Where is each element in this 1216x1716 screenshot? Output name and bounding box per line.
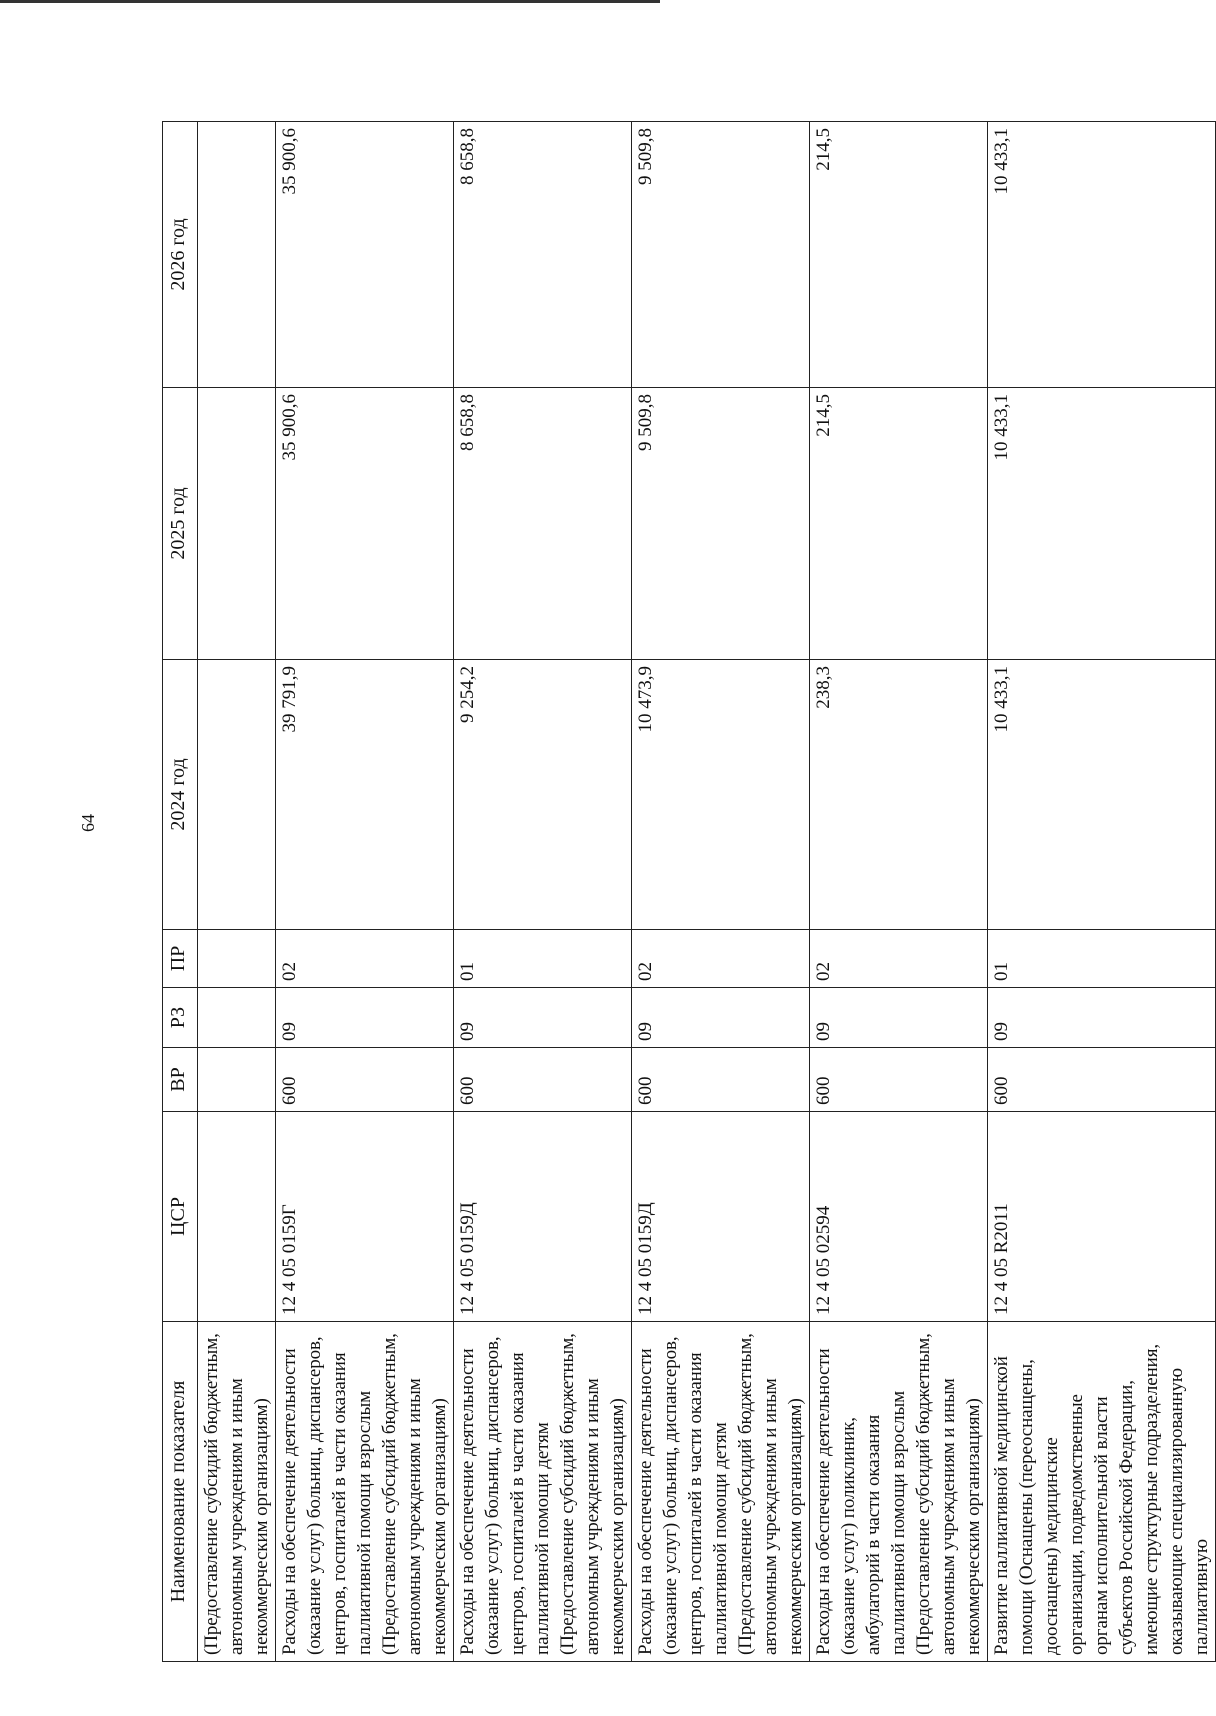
row-vr: 600 — [632, 1048, 810, 1112]
row-2025: 9 509,8 — [632, 388, 810, 660]
row-2025: 10 433,1 — [988, 388, 1216, 660]
row-csr: 12 4 05 0159Д — [632, 1112, 810, 1322]
row-2026: 214,5 — [810, 122, 988, 388]
row-vr: 600 — [988, 1048, 1216, 1112]
row-csr: 12 4 05 0159Г — [276, 1112, 454, 1322]
rotated-table-container — [162, 122, 1212, 1662]
table-row — [988, 122, 1216, 1662]
row-pr — [198, 930, 276, 988]
top-edge-line — [0, 0, 660, 3]
row-pr: 02 — [632, 930, 810, 988]
header-2026: 2026 год — [163, 122, 198, 388]
row-rz: 09 — [810, 988, 988, 1048]
row-pr: 01 — [454, 930, 632, 988]
row-2024: 10 433,1 — [988, 660, 1216, 930]
row-vr: 600 — [454, 1048, 632, 1112]
row-2024: 10 473,9 — [632, 660, 810, 930]
row-2025: 8 658,8 — [454, 388, 632, 660]
row-2024 — [198, 660, 276, 930]
row-name: Расходы на обеспечение деятельности (оказание услуг) больниц, диспансеров, центров, госпиталей в части оказания паллиативной помощи детям (Предоставление субсидий бюджетным, автономным учреждениям и иным некоммерческим организациям) — [454, 1322, 632, 1662]
table-row — [276, 122, 454, 1662]
row-2024: 238,3 — [810, 660, 988, 930]
row-rz: 09 — [454, 988, 632, 1048]
row-rz: 09 — [988, 988, 1216, 1048]
row-2026: 10 433,1 — [988, 122, 1216, 388]
row-2025: 214,5 — [810, 388, 988, 660]
row-2026: 35 900,6 — [276, 122, 454, 388]
row-name: (Предоставление субсидий бюджетным, автономным учреждениям и иным некоммерческим организациям) — [198, 1322, 276, 1662]
row-csr: 12 4 05 R2011 — [988, 1112, 1216, 1322]
header-vr: ВР — [163, 1048, 198, 1112]
row-rz: 09 — [276, 988, 454, 1048]
header-pr: ПР — [163, 930, 198, 988]
row-rz: 09 — [632, 988, 810, 1048]
row-2026: 9 509,8 — [632, 122, 810, 388]
table-header-row — [163, 122, 198, 1662]
header-name: Наименование показателя — [163, 1322, 198, 1662]
row-2026: 8 658,8 — [454, 122, 632, 388]
row-name: Развитие паллиативной медицинской помощи (Оснащены (переоснащены, дооснащены) медицинские организации, подведомственные органам исполнительной власти субъектов Российской Федерации, имеющие структурные подразделения, оказывающие специализированную паллиативную — [988, 1322, 1216, 1662]
table-row — [810, 122, 988, 1662]
table-row — [454, 122, 632, 1662]
row-name: Расходы на обеспечение деятельности (оказание услуг) поликлиник, амбулаторий в части оказания паллиативной помощи взрослым (Предоставление субсидий бюджетным, автономным учреждениям и иным некоммерческим организациям) — [810, 1322, 988, 1662]
table-row — [632, 122, 810, 1662]
row-2025 — [198, 388, 276, 660]
row-2024: 9 254,2 — [454, 660, 632, 930]
row-name: Расходы на обеспечение деятельности (оказание услуг) больниц, диспансеров, центров, госпиталей в части оказания паллиативной помощи детям (Предоставление субсидий бюджетным, автономным учреждениям и иным некоммерческим организациям) — [632, 1322, 810, 1662]
row-vr — [198, 1048, 276, 1112]
row-2026 — [198, 122, 276, 388]
row-pr: 01 — [988, 930, 1216, 988]
row-vr: 600 — [810, 1048, 988, 1112]
header-2024: 2024 год — [163, 660, 198, 930]
header-rz: РЗ — [163, 988, 198, 1048]
row-name: Расходы на обеспечение деятельности (оказание услуг) больниц, диспансеров, центров, госпиталей в части оказания паллиативной помощи взрослым (Предоставление субсидий бюджетным, автономным учреждениям и иным некоммерческим организациям) — [276, 1322, 454, 1662]
header-csr: ЦСР — [163, 1112, 198, 1322]
row-pr: 02 — [276, 930, 454, 988]
budget-table — [162, 121, 1216, 1662]
row-csr: 12 4 05 0159Д — [454, 1112, 632, 1322]
header-2025: 2025 год — [163, 388, 198, 660]
row-pr: 02 — [810, 930, 988, 988]
row-csr — [198, 1112, 276, 1322]
row-2025: 35 900,6 — [276, 388, 454, 660]
table-row — [198, 122, 276, 1662]
page-number: 64 — [78, 814, 98, 832]
row-rz — [198, 988, 276, 1048]
row-csr: 12 4 05 02594 — [810, 1112, 988, 1322]
row-2024: 39 791,9 — [276, 660, 454, 930]
row-vr: 600 — [276, 1048, 454, 1112]
